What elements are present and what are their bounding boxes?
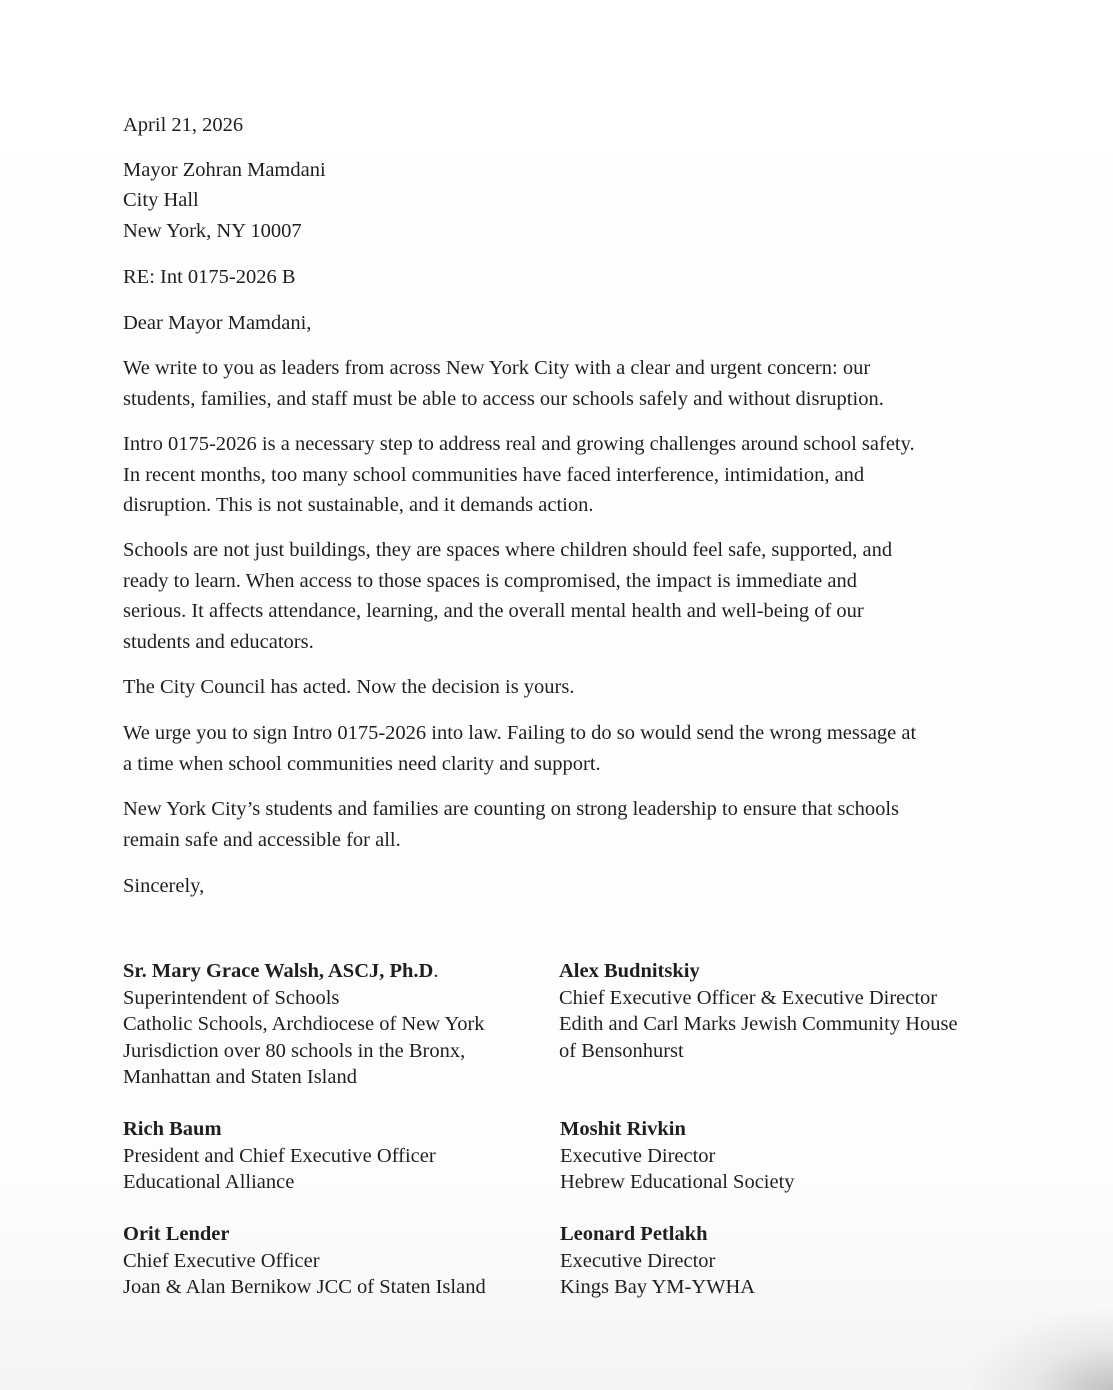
body-paragraph-2 <box>123 429 1023 521</box>
salutation: Dear Mayor Mamdani, <box>123 312 312 334</box>
signatory-petlakh <box>560 1221 755 1301</box>
signatory-organization: Hebrew Educational Society <box>560 1171 795 1193</box>
paragraph-line: We urge you to sign Intro 0175-2026 into law. Failing to do so would send the wrong message at <box>123 722 917 744</box>
body-paragraph-4 <box>123 672 1023 703</box>
signatory-name: Moshit Rivkin <box>560 1118 686 1140</box>
body-paragraph-1 <box>123 353 1023 414</box>
paragraph-line: a time when school communities need clarity and support. <box>123 752 601 775</box>
signatory-lender <box>123 1221 486 1301</box>
body-paragraph-3 <box>123 535 1023 657</box>
paragraph-line: Intro 0175-2026 is a necessary step to address real and growing challenges around school safety. <box>123 433 915 455</box>
signatory-name: Alex Budnitskiy <box>559 960 700 982</box>
signatory-budnitskiy <box>559 958 958 1064</box>
signatory-organization: Edith and Carl Marks Jewish Community House <box>559 1013 958 1035</box>
signatory-detail: Manhattan and Staten Island <box>123 1066 357 1088</box>
paragraph-line: serious. It affects attendance, learning, and the overall mental health and well-being of our <box>123 600 864 622</box>
signatory-title: Chief Executive Officer <box>123 1249 320 1272</box>
signatory-organization: Joan & Alan Bernikow JCC of Staten Island <box>123 1276 486 1298</box>
signatory-name: Sr. Mary Grace Walsh, ASCJ, Ph.D. <box>123 960 439 982</box>
body-paragraph-5 <box>123 718 1023 779</box>
letter-date: April 21, 2026 <box>123 114 244 136</box>
paragraph-line: In recent months, too many school communities have faced interference, intimidation, and <box>123 463 865 486</box>
body-paragraph-6 <box>123 794 1023 855</box>
paragraph-line: disruption. This is not sustainable, and it demands action. <box>123 494 594 516</box>
paragraph-line: remain safe and accessible for all. <box>123 828 401 851</box>
signatory-name: Rich Baum <box>123 1118 222 1140</box>
signatory-organization: of Bensonhurst <box>559 1039 684 1062</box>
paragraph-line: Schools are not just buildings, they are spaces where children should feel safe, supported, and <box>123 539 893 561</box>
signatory-organization: Kings Bay YM-YWHA <box>560 1276 756 1298</box>
signatory-title: President and Chief Executive Officer <box>123 1144 436 1167</box>
paragraph-line: We write to you as leaders from across New York City with a clear and urgent concern: our <box>123 357 871 379</box>
signatory-detail: Jurisdiction over 80 schools in the Bronx, <box>123 1039 466 1062</box>
signatory-name: Orit Lender <box>123 1223 230 1245</box>
signatory-baum <box>123 1116 436 1196</box>
signatory-organization: Educational Alliance <box>123 1171 295 1193</box>
page-curl-shadow <box>973 1310 1113 1390</box>
paragraph-line: ready to learn. When access to those spaces is compromised, the impact is immediate and <box>123 569 857 592</box>
address-line-1: Mayor Zohran Mamdani <box>123 159 326 181</box>
signatory-rivkin <box>560 1116 795 1196</box>
address-line-2: City Hall <box>123 189 199 211</box>
signatory-title: Executive Director <box>560 1249 716 1272</box>
address-line-3: New York, NY 10007 <box>123 220 302 242</box>
paragraph-line: New York City’s students and families are counting on strong leadership to ensure that schools <box>123 798 900 820</box>
closing: Sincerely, <box>123 875 205 897</box>
signatory-title: Superintendent of Schools <box>123 986 340 1009</box>
signatory-organization: Catholic Schools, Archdiocese of New York <box>123 1013 485 1035</box>
signatory-title: Chief Executive Officer & Executive Director <box>559 986 938 1009</box>
paragraph-line: students, families, and staff must be able to access our schools safely and without disruption. <box>123 387 884 410</box>
paragraph-line: students and educators. <box>123 630 314 653</box>
signatory-walsh <box>123 958 485 1091</box>
subject-line: RE: Int 0175-2026 B <box>123 266 296 288</box>
signatory-title: Executive Director <box>560 1144 716 1167</box>
paragraph-line: The City Council has acted. Now the decision is yours. <box>123 676 575 698</box>
signatory-name: Leonard Petlakh <box>560 1223 708 1245</box>
